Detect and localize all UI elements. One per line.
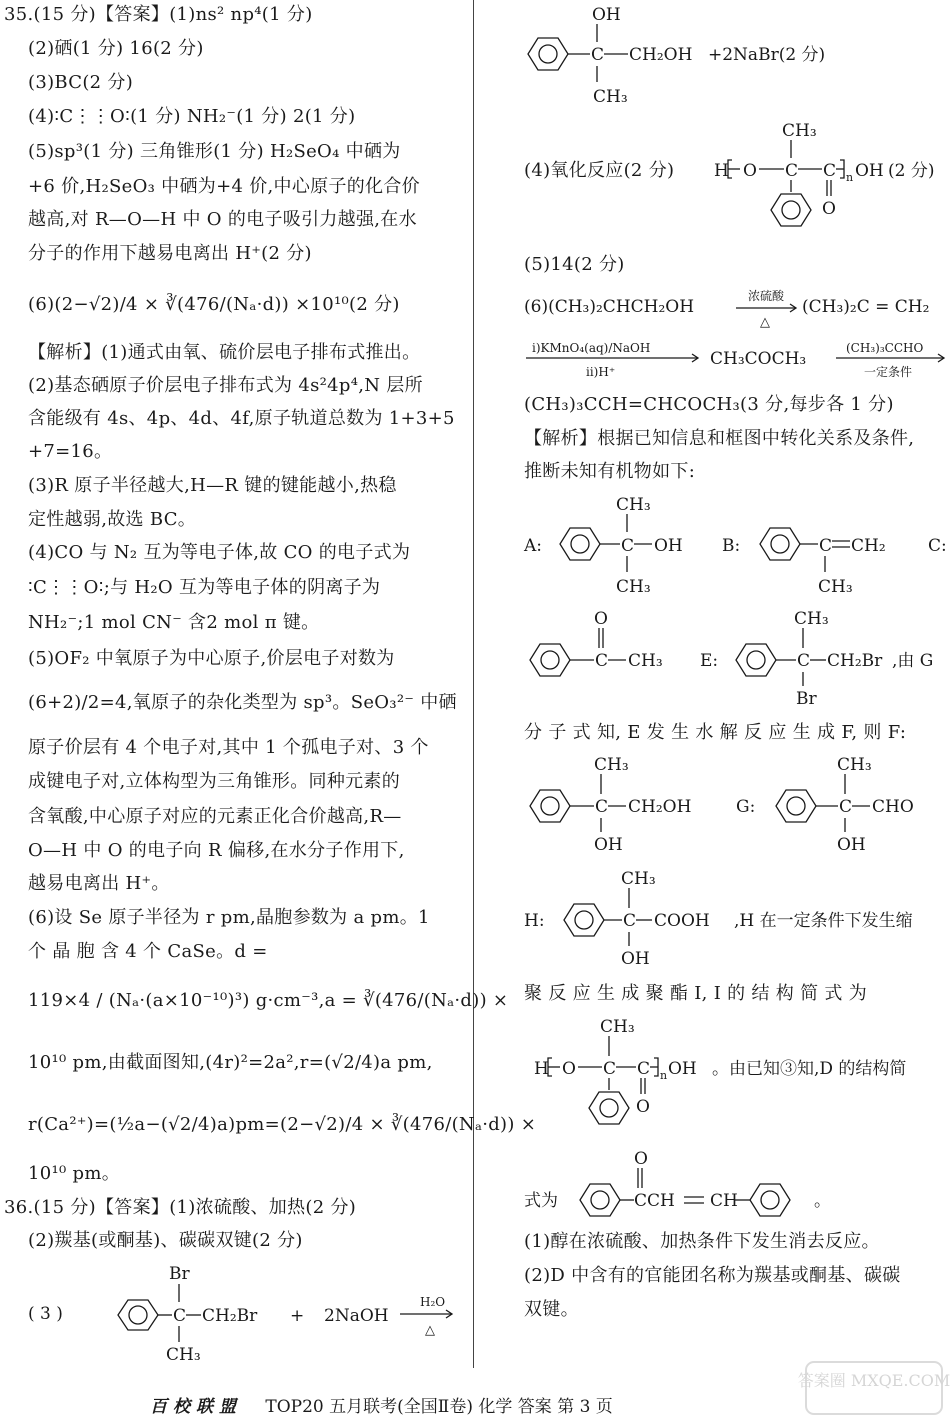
q36-answer-5: (5)14(2 分) (524, 254, 625, 275)
oxygen-atom: O (743, 161, 757, 181)
methyl-group: CH₃ (600, 1017, 635, 1037)
q35-text-line: +6 价,H₂SeO₃ 中硒为+4 价,中心原子的化合价 (28, 176, 420, 197)
analysis-line: 双键。 (524, 1299, 579, 1320)
methyl-group: CH₃ (782, 121, 817, 141)
hydroxyl-group: OH (621, 949, 650, 969)
brand-logo: 百校联盟 (150, 1397, 242, 1417)
q35-text-line: 分子的作用下越易电离出 H⁺(2 分) (28, 243, 312, 264)
structures-f-g (524, 752, 950, 856)
label-b: B: (722, 536, 741, 556)
synthesis-route (524, 282, 950, 382)
analysis-line: +7=16。 (28, 441, 113, 462)
label-h: H: (524, 911, 545, 931)
ch2br-group: CH₂Br (827, 651, 883, 671)
carbon-atom: C (591, 45, 605, 65)
analysis-line: 越易电离出 H⁺。 (28, 873, 170, 894)
condition-aldehyde: (CH₃)₃CCHO (846, 341, 924, 355)
condition-certain: 一定条件 (864, 365, 913, 379)
structures-c-e (524, 604, 950, 714)
analysis-line: (6+2)/2=4,氧原子的杂化类型为 sp³。SeO₃²⁻ 中硒 (28, 692, 457, 713)
label-e: E: (700, 651, 719, 671)
q36-answer-4-label: (4)氧化反应(2 分) (524, 160, 675, 181)
methyl-group: CH₃ (593, 87, 628, 107)
carbon-atom: C (595, 797, 609, 817)
analysis-line: r(Ca²⁺)=(½a−(√2/4)a)pm=(2−√2)/4 × ∛(476/(Nₐ·d)) × (28, 1114, 537, 1135)
text-continue: ,由 G (892, 651, 934, 671)
analysis-line: (3)R 原子半径越大,H—R 键的键能越小,热稳 (28, 475, 397, 496)
label-g: G: (736, 797, 756, 817)
analysis-line: (4)CO 与 N₂ 互为等电子体,故 CO 的电子式为 (28, 542, 411, 563)
hydroxyl-group: OH (594, 835, 623, 855)
hydrogen-atom: H (714, 161, 729, 181)
hydroxyl-group: OH (837, 835, 866, 855)
carbon-atom: C (823, 161, 837, 181)
q35-answer-1: 35.(15 分)【答案】(1)ns² np⁴(1 分) (4, 4, 313, 25)
aldehyde-group: CHO (872, 797, 914, 817)
score-label: (2 分) (888, 161, 935, 181)
analysis-line: 成键电子对,立体构型为三角锥形。同种元素的 (28, 771, 401, 792)
methyl-group: CH₃ (818, 577, 853, 597)
methylene-group: CH₂ (851, 536, 886, 556)
label-3: ( 3 ) (28, 1304, 63, 1324)
reaction-3-structure (28, 1262, 458, 1365)
q35-answer-5: (5)sp³(1 分) 三角锥形(1 分) H₂SeO₄ 中硒为 (28, 141, 401, 162)
benzene-ring (118, 1300, 158, 1330)
watermark-logo (797, 1360, 950, 1416)
carbonyl-oxygen: O (822, 199, 836, 219)
q35-answer-6: (6)(2−√2)/4 × ∛(476/(Nₐ·d)) ×10¹⁰(2 分) (28, 294, 400, 315)
ch2oh-group: CH₂OH (629, 45, 693, 65)
condition-heat: △ (425, 1323, 435, 1338)
label-a: A: (524, 536, 543, 556)
analysis-line: 119×4 / (Nₐ·(a×10⁻¹⁰)³) g·cm⁻³,a = ∛(476/(Nₐ·d)) × (28, 990, 509, 1011)
analysis-line: 含氧酸,中心原子对应的元素正化合价越高,R— (28, 806, 402, 827)
condition-water: H₂O (420, 1295, 446, 1309)
repeat-n: n (846, 171, 854, 184)
analysis-line: 10¹⁰ pm,由截面图知,(4r)²=2a²,r=(√2/4)a pm, (28, 1052, 433, 1073)
methyl-group: CH₃ (166, 1345, 201, 1365)
structure-h (524, 866, 950, 970)
analysis-line: 【解析】根据已知信息和框图中转化关系及条件, (524, 428, 915, 449)
analysis-line: ∶C⋮⋮O∶;与 H₂O 互为等电子体的阴离子为 (28, 577, 381, 598)
hydroxyl-group: OH (855, 161, 884, 181)
footer-text: TOP20 五月联考(全国Ⅱ卷) 化学 答案 第 3 页 (265, 1397, 613, 1417)
carbon-atom: C (603, 1059, 617, 1079)
structures-a-b (524, 490, 950, 600)
naoh-reagent: 2NaOH (324, 1306, 389, 1326)
q35-answer-2: (2)硒(1 分) 16(2 分) (28, 38, 204, 59)
analysis-line: 定性越弱,故选 BC。 (28, 509, 197, 530)
hydroxyl-group: OH (592, 5, 621, 25)
methyl-group: CH₃ (594, 755, 629, 775)
hydroxyl-group: OH (668, 1059, 697, 1079)
text-prefix: 式为 (524, 1191, 558, 1211)
ch2br-group: CH₂Br (202, 1306, 258, 1326)
methyl-group: CH₃ (628, 651, 663, 671)
methyl-group: CH₃ (837, 755, 872, 775)
q36-answer-1: 36.(15 分)【答案】(1)浓硫酸、加热(2 分) (4, 1197, 357, 1218)
synthesis-final: (CH₃)₃CCH=CHCOCH₃(3 分,每步各 1 分) (524, 394, 894, 415)
carbon-atom: C (839, 797, 853, 817)
methyl-group: CH₃ (621, 869, 656, 889)
carbonyl-oxygen: O (636, 1097, 650, 1117)
condition-conc-h2so4: 浓硫酸 (748, 289, 785, 303)
synthesis-start: (6)(CH₃)₂CHCH₂OH (524, 297, 695, 317)
polyester-structure-2 (534, 1012, 950, 1132)
carbon-atom: C (637, 1059, 651, 1079)
analysis-line: (2)D 中含有的官能团名称为羰基或酮基、碳碳 (524, 1265, 901, 1286)
svg-text:答案圈 MXQE.COM: 答案圈 MXQE.COM (797, 1371, 950, 1390)
text-continue: ,H 在一定条件下发生缩 (734, 911, 913, 931)
analysis-line: (6)设 Se 原子半径为 r pm,晶胞参数为 a pm。1 (28, 907, 430, 928)
carbon-atom: C (785, 161, 799, 181)
condition-heat: △ (760, 315, 770, 330)
carbonyl-oxygen: O (634, 1149, 648, 1169)
q35-text-line: 越高,对 R—O—H 中 O 的电子吸引力越强,在水 (28, 209, 417, 230)
analysis-line: 10¹⁰ pm。 (28, 1163, 121, 1184)
nabr-product: +2NaBr(2 分) (708, 45, 826, 65)
vinyl-carbon: CH (710, 1191, 738, 1211)
bromine-atom: Br (169, 1264, 190, 1284)
hydroxyl-group: OH (654, 536, 683, 556)
reaction-3-product (524, 0, 950, 110)
enone-carbon: CCH (634, 1191, 675, 1211)
analysis-line: 推断未知有机物如下: (524, 461, 696, 482)
carboxyl-group: COOH (654, 911, 710, 931)
acetone: CH₃COCH₃ (710, 349, 807, 369)
structure-d (524, 1148, 950, 1228)
analysis-line: (1)醇在浓硫酸、加热条件下发生消去反应。 (524, 1231, 880, 1252)
carbon-atom: C (595, 651, 609, 671)
isobutene: (CH₃)₂C = CH₂ (802, 297, 930, 317)
carbon-atom: C (819, 536, 833, 556)
analysis-line: (5)OF₂ 中氧原子为中心原子,价层电子对数为 (28, 648, 395, 669)
q36-answer-2: (2)羰基(或酮基)、碳碳双键(2 分) (28, 1230, 303, 1251)
methyl-group: CH₃ (616, 495, 651, 515)
q35-answer-4: (4)∶C⋮⋮O∶(1 分) NH₂⁻(1 分) 2(1 分) (28, 106, 356, 127)
label-c: C: (928, 536, 947, 556)
analysis-line: NH₂⁻;1 mol CN⁻ 含2 mol π 键。 (28, 612, 320, 633)
analysis-line: 含能级有 4s、4p、4d、4f,原子轨道总数为 1+3+5 (28, 408, 455, 429)
page-footer (150, 1392, 613, 1417)
carbon-atom: C (797, 651, 811, 671)
q35-answer-3: (3)BC(2 分) (28, 72, 134, 93)
analysis-line: (2)基态硒原子价层电子排布式为 4s²4p⁴,N 层所 (28, 375, 423, 396)
methyl-group: CH₃ (794, 609, 829, 629)
column-divider (473, 0, 474, 1368)
condition-kmno4: ⅰ)KMnO₄(aq)/NaOH (532, 341, 651, 355)
methyl-group: CH₃ (616, 577, 651, 597)
carbonyl-oxygen: O (594, 609, 608, 629)
hydrogen-atom: H (534, 1059, 549, 1079)
analysis-line: 个 晶 胞 含 4 个 CaSe。d = (28, 941, 268, 962)
analysis-line: O—H 中 O 的电子向 R 偏移,在水分子作用下, (28, 840, 405, 861)
oxygen-atom: O (562, 1059, 576, 1079)
polyester-structure-1 (710, 118, 950, 248)
text-continue: 。由已知③知,D 的结构简 (712, 1059, 907, 1079)
carbon-atom: C (621, 536, 635, 556)
ch2oh-group: CH₂OH (628, 797, 692, 817)
analysis-line: 聚 反 应 生 成 聚 酯 I, I 的 结 构 简 式 为 (524, 983, 868, 1004)
analysis-line: 【解析】(1)通式由氧、硫价层电子排布式推出。 (28, 342, 421, 363)
repeat-n: n (660, 1069, 668, 1082)
analysis-line: 分 子 式 知, E 发 生 水 解 反 应 生 成 F, 则 F: (524, 722, 907, 743)
condition-acid: ⅱ)H⁺ (586, 365, 616, 379)
bromine-atom: Br (796, 689, 817, 709)
text-end: 。 (814, 1191, 831, 1211)
plus-sign: + (290, 1306, 305, 1326)
carbon-atom: C (173, 1306, 187, 1326)
benzene-ring-circle (129, 1306, 147, 1324)
analysis-line: 原子价层有 4 个电子对,其中 1 个孤电子对、3 个 (28, 737, 429, 758)
carbon-atom: C (623, 911, 637, 931)
